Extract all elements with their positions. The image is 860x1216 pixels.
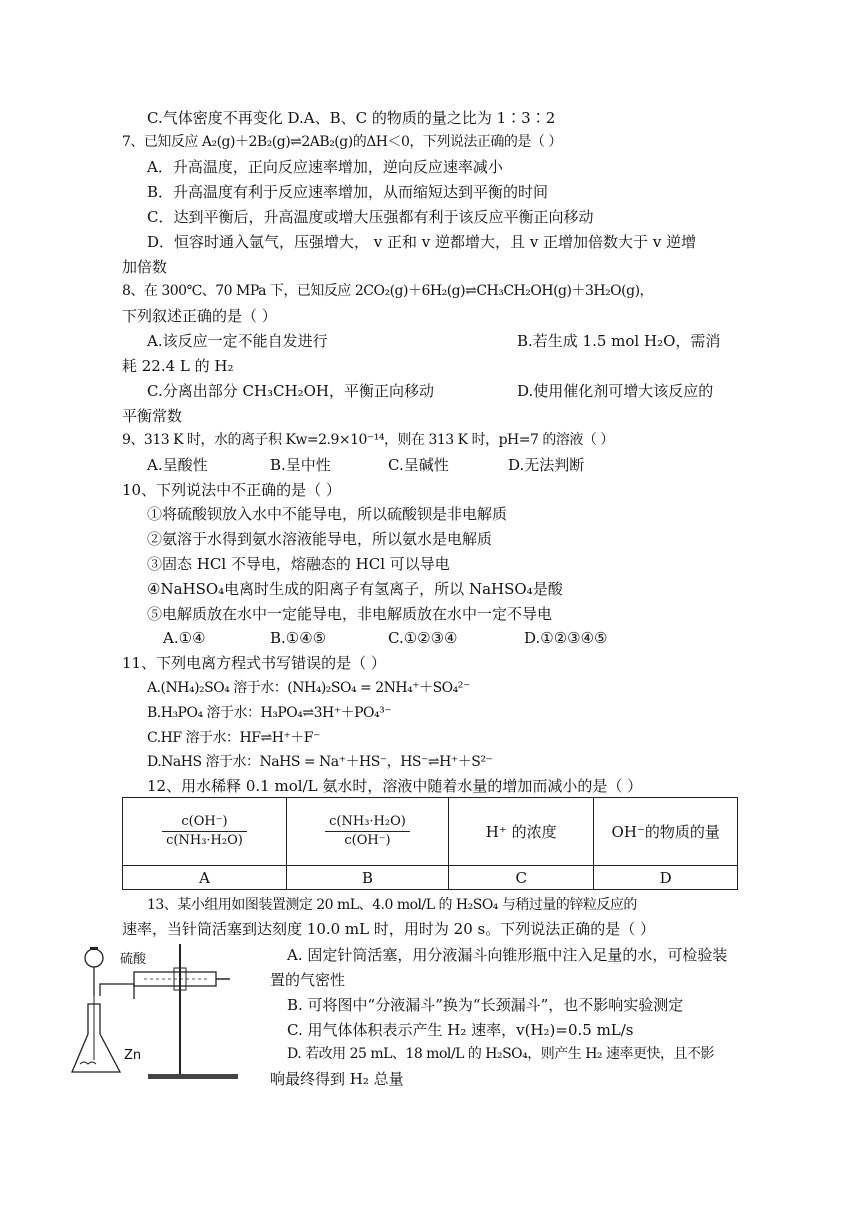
q9-option-a: A.呈酸性 bbox=[147, 456, 208, 474]
fraction-a-numerator: c(OH⁻) bbox=[162, 813, 247, 832]
q11-option-c: C.HF 溶于水：HF⇌H⁺＋F⁻ bbox=[147, 730, 320, 746]
fraction-b-numerator: c(NH₃·H₂O) bbox=[325, 813, 410, 832]
q12-stem: 12、用水稀释 0.1 mol/L 氨水时，溶液中随着水量的增加而减小的是（ ） bbox=[147, 777, 643, 795]
q13-option-a-cont: 置的气密性 bbox=[270, 971, 346, 989]
q12-cell-b bbox=[286, 798, 448, 866]
acid-label: 硫酸 bbox=[120, 952, 147, 967]
q10-statement-1: ①将硫酸钡放入水中不能导电，所以硫酸钡是非电解质 bbox=[147, 505, 508, 523]
zinc-label: Zn bbox=[124, 1048, 142, 1063]
q9-option-b: B.呈中性 bbox=[270, 456, 331, 474]
q10-option-b: B.①④⑤ bbox=[270, 629, 327, 647]
q11-option-d: D.NaHS 溶于水：NaHS = Na⁺＋HS⁻，HS⁻⇌H⁺＋S²⁻ bbox=[147, 754, 493, 770]
q12-label-a: A bbox=[123, 866, 287, 890]
q6-option-cd: C.气体密度不再变化 D.A、B、C 的物质的量之比为 1∶3∶2 bbox=[147, 109, 556, 127]
q10-option-c: C.①②③④ bbox=[388, 629, 458, 647]
q7-stem: 7、已知反应 A₂(g)＋2B₂(g)⇌2AB₂(g)的ΔH＜0，下列说法正确的是（ ） bbox=[122, 134, 562, 150]
q9-stem: 9、313 K 时，水的离子积 Kw=2.9×10⁻¹⁴，则在 313 K 时，pH=7 的溶液（ ） bbox=[122, 432, 614, 448]
q7-option-d-cont: 加倍数 bbox=[122, 258, 168, 276]
q12-cell-a bbox=[123, 798, 287, 866]
q12-cell-d: OH⁻的物质的量 bbox=[594, 798, 738, 866]
q8-stem-cont: 下列叙述正确的是（ ） bbox=[122, 307, 277, 325]
apparatus-drawing bbox=[70, 944, 240, 1082]
q13-option-b: B. 可将图中“分液漏斗”换为“长颈漏斗”，也不影响实验测定 bbox=[287, 996, 684, 1014]
fraction-b-denominator: c(OH⁻) bbox=[344, 833, 391, 848]
fraction-a bbox=[162, 813, 247, 850]
q10-statement-3: ③固态 HCl 不导电，熔融态的 HCl 可以导电 bbox=[147, 555, 450, 573]
q7-option-a: A．升高温度，正向反应速率增加，逆向反应速率减小 bbox=[147, 158, 503, 176]
q10-statement-5: ⑤电解质放在水中一定能导电，非电解质放在水中一定不导电 bbox=[147, 605, 553, 623]
q12-table bbox=[122, 797, 738, 890]
q8-stem: 8、在 300℃、70 MPa 下，已知反应 2CO₂(g)＋6H₂(g)⇌CH₃CH₂OH(g)＋3H₂O(g)， bbox=[122, 283, 654, 299]
q7-option-b: B．升高温度有利于反应速率增加，从而缩短达到平衡的时间 bbox=[147, 183, 549, 201]
q10-statement-4: ④NaHSO₄电离时生成的阳离子有氢离子，所以 NaHSO₄是酸 bbox=[147, 580, 563, 598]
q13-option-c: C. 用气体体积表示产生 H₂ 速率，v(H₂)=0.5 mL/s bbox=[287, 1021, 634, 1039]
q13-stem-cont: 速率，当针筒活塞到达刻度 10.0 mL 时，用时为 20 s。下列说法正确的是（ ） bbox=[122, 920, 655, 938]
q13-option-d: D. 若改用 25 mL、18 mol/L 的 H₂SO₄，则产生 H₂ 速率更快，且不影 bbox=[287, 1046, 714, 1062]
q9-option-d: D.无法判断 bbox=[508, 456, 585, 474]
q13-option-d-cont: 响最终得到 H₂ 总量 bbox=[270, 1070, 404, 1088]
q12-label-d: D bbox=[594, 866, 738, 890]
q7-option-c: C．达到平衡后，升高温度或增大压强都有利于该反应平衡正向移动 bbox=[147, 208, 594, 226]
q11-option-b: B.H₃PO₄ 溶于水：H₃PO₄⇌3H⁺＋PO₄³⁻ bbox=[147, 705, 392, 721]
q10-statement-2: ②氨溶于水得到氨水溶液能导电，所以氨水是电解质 bbox=[147, 530, 493, 548]
q8-option-a: A.该反应一定不能自发进行 bbox=[147, 332, 328, 350]
q12-label-c: C bbox=[448, 866, 593, 890]
q11-stem: 11、下列电离方程式书写错误的是（ ） bbox=[122, 654, 386, 672]
q8-option-c: C.分离出部分 CH₃CH₂OH，平衡正向移动 bbox=[147, 382, 435, 400]
q8-option-b: B.若生成 1.5 mol H₂O，需消 bbox=[517, 332, 721, 350]
q13-option-a: A. 固定针筒活塞，用分液漏斗向锥形瓶中注入足量的水，可检验装 bbox=[287, 946, 728, 964]
q8-option-d: D.使用催化剂可增大该反应的 bbox=[517, 382, 714, 400]
q13-stem: 13、某小组用如图装置测定 20 mL、4.0 mol/L 的 H₂SO₄ 与稍过量的锌粒反应的 bbox=[147, 897, 637, 913]
fraction-b bbox=[325, 813, 410, 850]
fraction-a-denominator: c(NH₃·H₂O) bbox=[166, 833, 243, 848]
q11-option-a: A.(NH₄)₂SO₄ 溶于水：(NH₄)₂SO₄ = 2NH₄⁺＋SO₄²⁻ bbox=[147, 680, 470, 696]
q10-stem: 10、下列说法中不正确的是（ ） bbox=[122, 481, 341, 499]
q12-label-b: B bbox=[286, 866, 448, 890]
q10-option-a: A.①④ bbox=[163, 629, 206, 647]
q9-option-c: C.呈碱性 bbox=[388, 456, 449, 474]
q8-option-b-cont: 耗 22.4 L 的 H₂ bbox=[122, 357, 234, 375]
q7-option-d: D．恒容时通入氩气，压强增大， v 正和 v 逆都增大，且 v 正增加倍数大于 v 逆增 bbox=[147, 233, 697, 251]
apparatus-figure bbox=[70, 944, 240, 1082]
q12-cell-c: H⁺ 的浓度 bbox=[448, 798, 593, 866]
q8-option-d-cont: 平衡常数 bbox=[122, 407, 183, 425]
q10-option-d: D.①②③④⑤ bbox=[524, 629, 608, 647]
